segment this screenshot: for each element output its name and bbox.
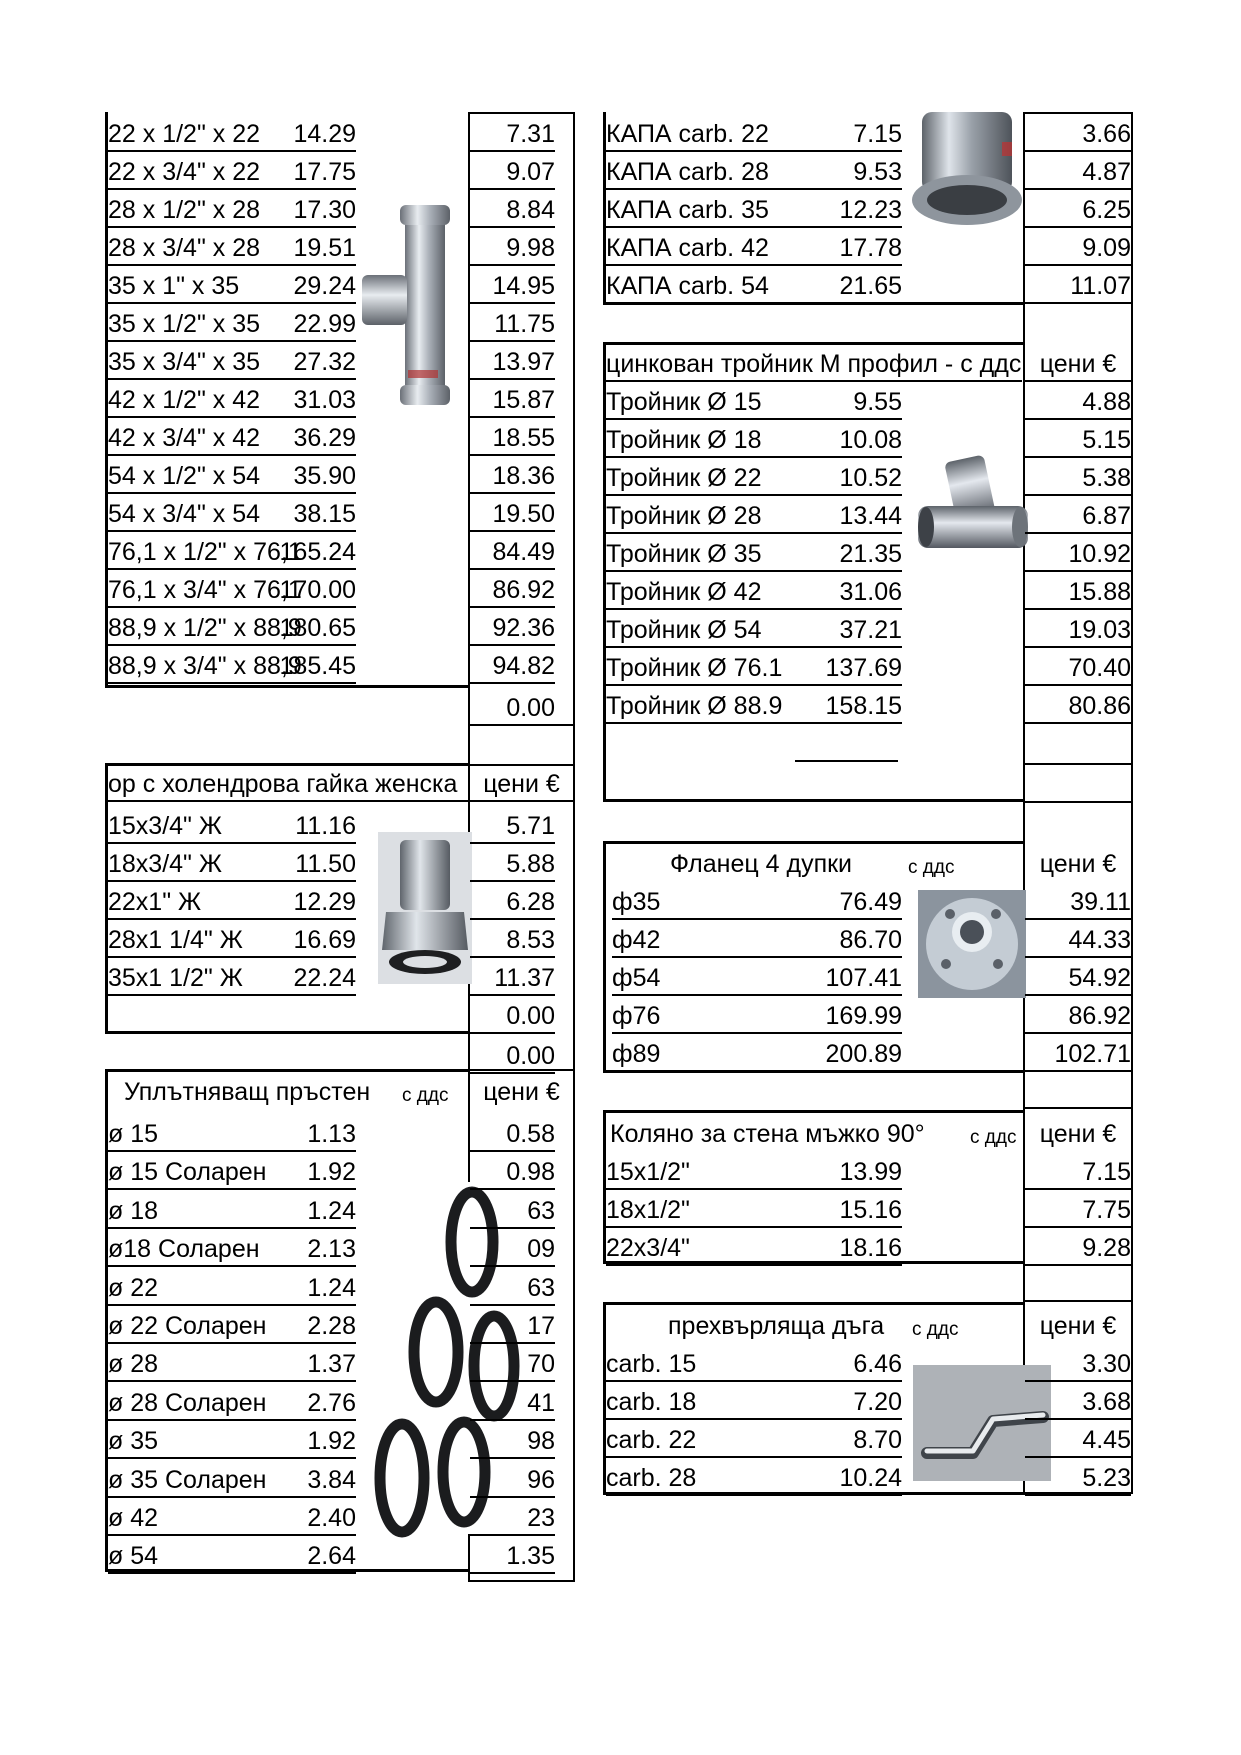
t6-row-name: ф89	[612, 1036, 796, 1072]
t1-row-eur: 15.87	[470, 382, 555, 418]
t1-row-price: 35.90	[250, 458, 356, 494]
t8-vat: с ддс	[912, 1319, 959, 1340]
t1-row-name: 28 x 3/4" x 28	[108, 230, 250, 266]
t8-row-price: 6.46	[796, 1346, 902, 1382]
t2-row-price: 12.29	[250, 884, 356, 920]
t5-row-name: Тройник Ø 76.1	[606, 650, 796, 686]
t3-row-price: 1.24	[250, 1270, 356, 1306]
flange-image	[918, 890, 1026, 998]
t5-row-eur: 6.87	[1025, 498, 1131, 534]
t4-row-name: КАПА carb. 35	[606, 192, 796, 228]
t1-row-price: 180.65	[250, 610, 356, 646]
t5-row-price: 37.21	[796, 612, 902, 648]
t7-row-eur: 7.15	[1025, 1154, 1131, 1190]
t5-row-name: Тройник Ø 35	[606, 536, 796, 572]
t3-row-name: ø 35 Соларен	[108, 1462, 250, 1498]
t7-row-eur: 7.75	[1025, 1192, 1131, 1228]
t1-row-name: 35 x 3/4" x 35	[108, 344, 250, 380]
t1-row-price: 14.29	[250, 116, 356, 152]
t3-row-name: ø 15	[108, 1116, 250, 1152]
t3-row-eur: 63	[470, 1193, 555, 1229]
t5-price-header: цени €	[1025, 346, 1131, 382]
t3-row-name: ø 42	[108, 1500, 250, 1536]
t2-row-price: 22.24	[250, 960, 356, 996]
t6-row-price: 200.89	[796, 1036, 902, 1072]
t3-row-name: ø 54	[108, 1538, 250, 1574]
t4-row-price: 9.53	[796, 154, 902, 190]
t5-row-price: 31.06	[796, 574, 902, 610]
t6-row-name: ф76	[612, 998, 796, 1034]
t1-row-price: 27.32	[250, 344, 356, 380]
t6-row-name: ф42	[612, 922, 796, 958]
t3-row-name: ø 28 Соларен	[108, 1385, 250, 1421]
t1-row-eur: 18.55	[470, 420, 555, 456]
t1-extra-eur: 0.00	[470, 690, 555, 726]
t1-row-eur: 86.92	[470, 572, 555, 608]
t3-row-eur: 0.58	[470, 1116, 555, 1152]
t6-row-price: 169.99	[796, 998, 902, 1034]
t3-row-name: ø 22	[108, 1270, 250, 1306]
t4-row-name: КАПА carb. 42	[606, 230, 796, 266]
t3-row-price: 3.84	[250, 1462, 356, 1498]
t1-row-eur: 9.98	[470, 230, 555, 266]
t6-row-name: ф54	[612, 960, 796, 996]
t1-row-eur: 94.82	[470, 648, 555, 684]
t3-row-name: ø 28	[108, 1346, 250, 1382]
t7-row-price: 18.16	[796, 1230, 902, 1266]
t1-row-eur: 9.07	[470, 154, 555, 190]
t3-row-price: 2.28	[250, 1308, 356, 1344]
t5-row-name: Тройник Ø 54	[606, 612, 796, 648]
t7-title: Коляно за стена мъжко 90°	[610, 1120, 925, 1148]
t3-row-eur: 98	[470, 1423, 555, 1459]
t6-title: Фланец 4 дупки	[670, 850, 853, 878]
t7-row-price: 13.99	[796, 1154, 902, 1190]
t5-row-price: 21.35	[796, 536, 902, 572]
t3-row-name: ø 22 Соларен	[108, 1308, 250, 1344]
t2-row-eur: 5.88	[470, 846, 555, 882]
t4-row-eur: 11.07	[1025, 268, 1131, 304]
t1-row-price: 38.15	[250, 496, 356, 532]
t1-row-eur: 7.31	[470, 116, 555, 152]
t7-row-eur: 9.28	[1025, 1230, 1131, 1266]
t2-row-price: 11.16	[250, 808, 356, 844]
t1-row-price: 31.03	[250, 382, 356, 418]
t2-row-name: 15x3/4" Ж	[108, 808, 250, 844]
t8-row-price: 7.20	[796, 1384, 902, 1420]
t1-row-name: 42 x 1/2" x 42	[108, 382, 250, 418]
t1-row-name: 22 x 1/2" x 22	[108, 116, 250, 152]
t4-row-price: 17.78	[796, 230, 902, 266]
t1-row-name: 28 x 1/2" x 28	[108, 192, 250, 228]
t7-price-header: цени €	[1039, 1120, 1117, 1148]
t5-row-eur: 80.86	[1025, 688, 1131, 724]
t5-row-eur: 70.40	[1025, 650, 1131, 686]
t5-row-price: 13.44	[796, 498, 902, 534]
t3-row-price: 1.92	[250, 1423, 356, 1459]
t1-row-price: 19.51	[250, 230, 356, 266]
t4-row-eur: 9.09	[1025, 230, 1131, 266]
t2-extra-eur: 0.00	[470, 998, 555, 1034]
t3-row-eur: 96	[470, 1462, 555, 1498]
t3-row-eur: 41	[470, 1385, 555, 1421]
t1-row-name: 88,9 x 3/4" x 88,9	[108, 648, 250, 684]
t1-row-price: 22.99	[250, 306, 356, 342]
t7-row-name: 15x1/2"	[606, 1154, 796, 1190]
t8-row-eur: 5.23	[1025, 1460, 1131, 1496]
t2-price-header: цени €	[470, 766, 573, 802]
t2-row-eur: 6.28	[470, 884, 555, 920]
t5-row-price: 10.52	[796, 460, 902, 496]
t7-row-name: 18x1/2"	[606, 1192, 796, 1228]
t3-row-eur: 0.98	[470, 1154, 555, 1190]
t8-price-header: цени €	[1039, 1312, 1117, 1340]
t3-row-price: 2.76	[250, 1385, 356, 1421]
t2-row-name: 28x1 1/4" Ж	[108, 922, 250, 958]
t4-row-eur: 3.66	[1025, 116, 1131, 152]
t5-row-eur: 5.38	[1025, 460, 1131, 496]
t2-row-name: 18x3/4" Ж	[108, 846, 250, 882]
t1-row-eur: 84.49	[470, 534, 555, 570]
female-union-image	[378, 832, 472, 984]
t1-row-price: 17.75	[250, 154, 356, 190]
t4-row-eur: 4.87	[1025, 154, 1131, 190]
t1-row-eur: 92.36	[470, 610, 555, 646]
t3-row-name: ø 15 Соларен	[108, 1154, 250, 1190]
t6-row-price: 86.70	[796, 922, 902, 958]
t3-vat: с ддс	[402, 1085, 449, 1106]
t3-row-eur: 63	[470, 1270, 555, 1306]
t5-title: цинкован тройник М профил - с ддс	[606, 346, 1022, 382]
t3-row-name: ø 18	[108, 1193, 250, 1229]
t3-price-header: цени €	[483, 1078, 560, 1106]
t5-row-eur: 10.92	[1025, 536, 1131, 572]
t6-row-price: 76.49	[796, 884, 902, 920]
t3-row-eur: 09	[470, 1231, 555, 1267]
t8-row-price: 8.70	[796, 1422, 902, 1458]
t1-row-price: 17.30	[250, 192, 356, 228]
t3-row-price: 1.24	[250, 1193, 356, 1229]
t5-row-eur: 15.88	[1025, 574, 1131, 610]
t3-row-name: ø18 Соларен	[108, 1231, 250, 1267]
t1-row-name: 54 x 1/2" x 54	[108, 458, 250, 494]
t4-row-name: КАПА carb. 22	[606, 116, 796, 152]
t2-row-price: 16.69	[250, 922, 356, 958]
t2-row-price: 11.50	[250, 846, 356, 882]
t3-row-eur: 70	[470, 1346, 555, 1382]
t7-vat: с ддс	[970, 1127, 1017, 1148]
t6-row-name: ф35	[612, 884, 796, 920]
t8-title: прехвърляща дъга	[668, 1312, 885, 1340]
t5-row-eur: 4.88	[1025, 384, 1131, 420]
t5-row-name: Тройник Ø 28	[606, 498, 796, 534]
t2-row-eur: 11.37	[470, 960, 555, 996]
t1-row-name: 22 x 3/4" x 22	[108, 154, 250, 190]
t6-row-eur: 54.92	[1025, 960, 1131, 996]
t2-row-eur: 5.71	[470, 808, 555, 844]
t1-row-name: 76,1 x 1/2" x 76,1	[108, 534, 250, 570]
t2-row-name: 22x1" Ж	[108, 884, 250, 920]
t3-row-price: 1.37	[250, 1346, 356, 1382]
t2-title: ор с холендрова гайка женска	[108, 766, 468, 802]
tee-reducer-image	[360, 205, 470, 405]
t2-extra-eur: 0.00	[470, 1038, 555, 1074]
t1-row-price: 165.24	[250, 534, 356, 570]
t1-row-eur: 18.36	[470, 458, 555, 494]
t5-row-eur: 5.15	[1025, 422, 1131, 458]
t4-row-price: 7.15	[796, 116, 902, 152]
end-cap-image	[910, 112, 1025, 232]
t1-row-name: 35 x 1/2" x 35	[108, 306, 250, 342]
t8-row-name: carb. 18	[606, 1384, 796, 1420]
t3-row-price: 2.40	[250, 1500, 356, 1536]
t1-row-name: 88,9 x 1/2" x 88,9	[108, 610, 250, 646]
t5-row-name: Тройник Ø 22	[606, 460, 796, 496]
t7-row-name: 22x3/4"	[606, 1230, 796, 1266]
t2-row-name: 35x1 1/2" Ж	[108, 960, 250, 996]
t6-vat: с ддс	[908, 857, 955, 878]
t1-row-name: 76,1 x 3/4" x 76,1	[108, 572, 250, 608]
t3-row-price: 2.13	[250, 1231, 356, 1267]
t6-row-eur: 102.71	[1025, 1036, 1131, 1072]
t6-row-price: 107.41	[796, 960, 902, 996]
t5-row-price: 137.69	[796, 650, 902, 686]
t8-row-eur: 3.68	[1025, 1384, 1131, 1420]
t1-row-eur: 11.75	[470, 306, 555, 342]
t4-row-price: 21.65	[796, 268, 902, 304]
t5-row-eur: 19.03	[1025, 612, 1131, 648]
t4-row-eur: 6.25	[1025, 192, 1131, 228]
t6-row-eur: 39.11	[1025, 884, 1131, 920]
t3-row-eur: 1.35	[470, 1538, 555, 1574]
t3-row-eur: 23	[470, 1500, 555, 1536]
t4-row-name: КАПА carb. 54	[606, 268, 796, 304]
t1-row-price: 29.24	[250, 268, 356, 304]
t6-row-eur: 86.92	[1025, 998, 1131, 1034]
t5-row-name: Тройник Ø 15	[606, 384, 796, 420]
t3-title: Уплътняващ пръстен	[124, 1078, 371, 1106]
t1-row-eur: 13.97	[470, 344, 555, 380]
t5-row-name: Тройник Ø 88.9	[606, 688, 796, 724]
t8-row-price: 10.24	[796, 1460, 902, 1496]
t5-row-price: 158.15	[796, 688, 902, 724]
t4-row-price: 12.23	[796, 192, 902, 228]
t6-price-header: цени €	[1039, 850, 1117, 878]
t1-row-eur: 19.50	[470, 496, 555, 532]
t1-row-price: 185.45	[250, 648, 356, 684]
t7-row-price: 15.16	[796, 1192, 902, 1228]
t4-row-name: КАПА carb. 28	[606, 154, 796, 190]
t3-row-price: 2.64	[250, 1538, 356, 1574]
t1-row-eur: 14.95	[470, 268, 555, 304]
t1-row-eur: 8.84	[470, 192, 555, 228]
t1-row-price: 36.29	[250, 420, 356, 456]
t8-row-name: carb. 28	[606, 1460, 796, 1496]
t2-row-eur: 8.53	[470, 922, 555, 958]
t8-row-name: carb. 15	[606, 1346, 796, 1382]
t3-row-price: 1.13	[250, 1116, 356, 1152]
t1-row-name: 54 x 3/4" x 54	[108, 496, 250, 532]
t5-row-price: 9.55	[796, 384, 902, 420]
t1-row-name: 35 x 1" x 35	[108, 268, 250, 304]
t5-row-price: 10.08	[796, 422, 902, 458]
t3-row-price: 1.92	[250, 1154, 356, 1190]
t1-row-price: 170.00	[250, 572, 356, 608]
t3-row-eur: 17	[470, 1308, 555, 1344]
tee-image	[918, 458, 1028, 568]
t5-row-name: Тройник Ø 18	[606, 422, 796, 458]
t6-row-eur: 44.33	[1025, 922, 1131, 958]
t8-row-eur: 4.45	[1025, 1422, 1131, 1458]
t3-row-name: ø 35	[108, 1423, 250, 1459]
t5-row-name: Тройник Ø 42	[606, 574, 796, 610]
t8-row-eur: 3.30	[1025, 1346, 1131, 1382]
t1-row-name: 42 x 3/4" x 42	[108, 420, 250, 456]
t8-row-name: carb. 22	[606, 1422, 796, 1458]
